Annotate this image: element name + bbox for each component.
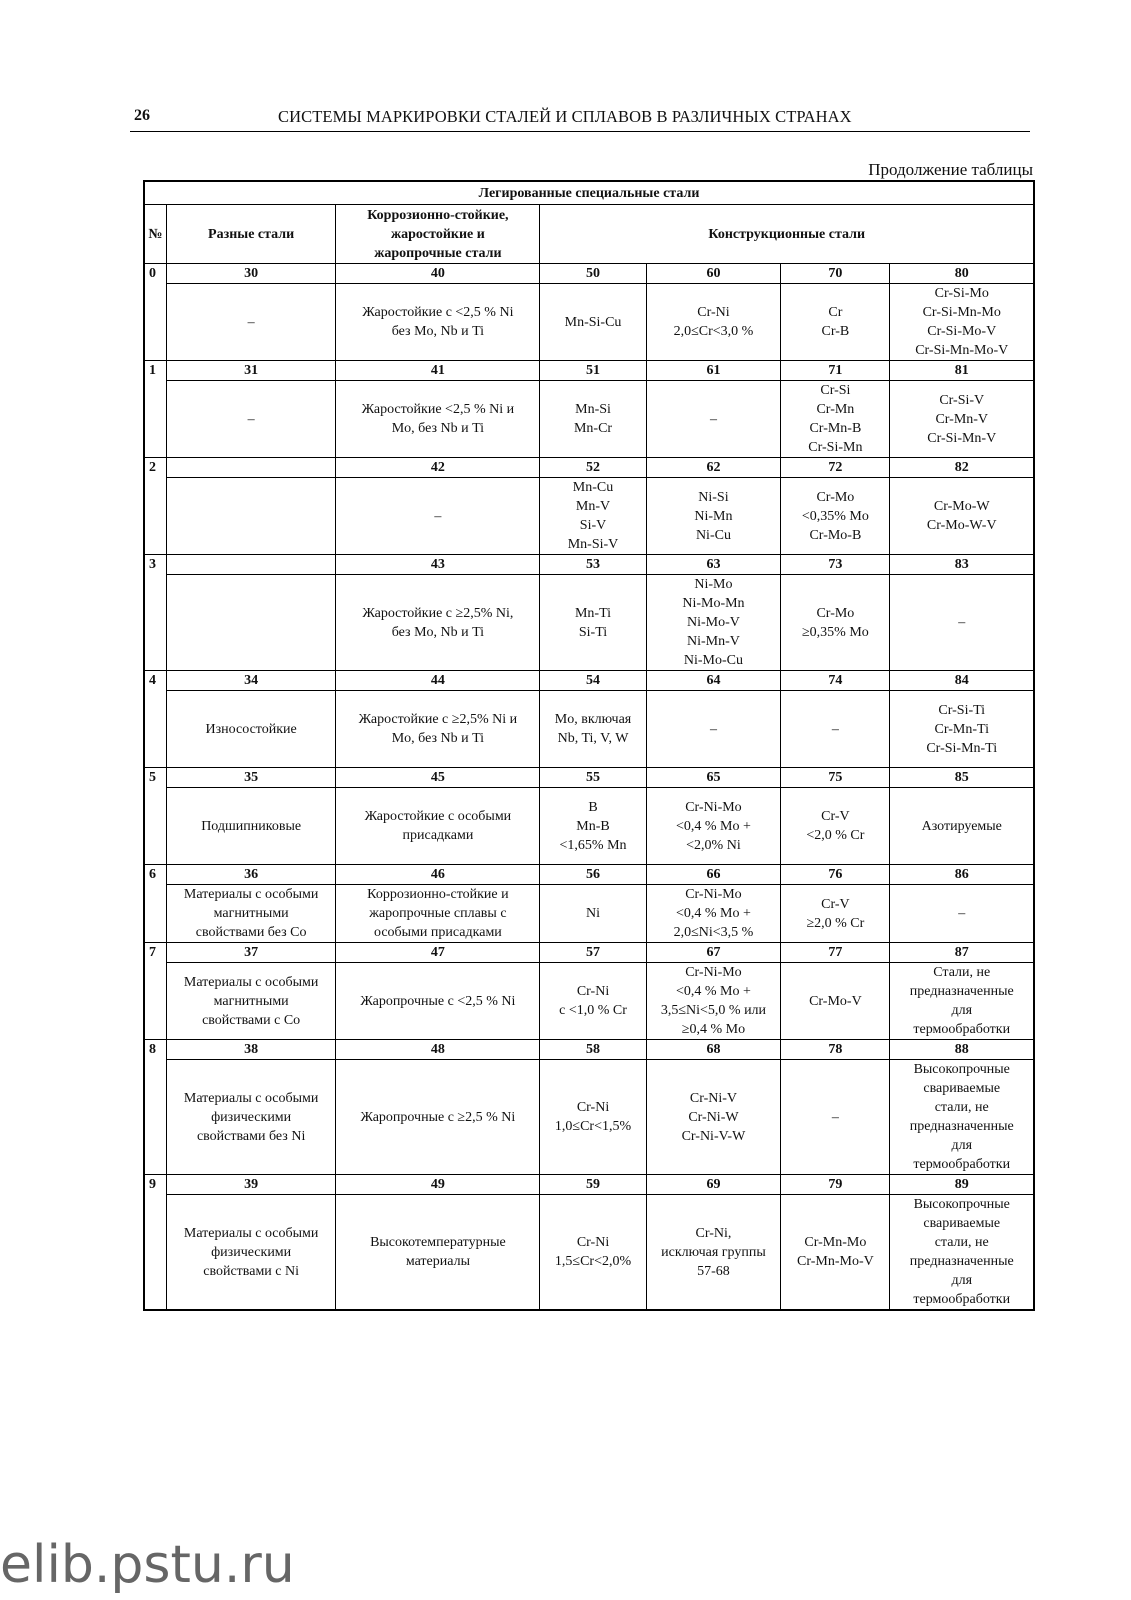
group-description-row: [144, 963, 1034, 1040]
group-code-cell: 36: [166, 865, 335, 885]
group-description-cell: Mn-Cu Mn-V Si-V Mn-Si-V: [540, 478, 646, 555]
group-description-cell: Cr-V <2,0 % Cr: [781, 788, 890, 865]
group-code-cell: 58: [540, 1040, 646, 1060]
group-code-cell: 59: [540, 1175, 646, 1195]
group-code-row: [144, 865, 1034, 885]
header-corrosion-steels: Коррозионно-стойкие, жаростойкие и жаропрочные стали: [336, 205, 540, 264]
header-structural-steels: Конструкционные стали: [540, 205, 1034, 264]
group-code-cell: 70: [781, 264, 890, 284]
group-code-cell: 75: [781, 768, 890, 788]
group-description-cell: Cr-Ni 1,5≤Cr<2,0%: [540, 1195, 646, 1311]
group-code-cell: 89: [890, 1175, 1034, 1195]
group-description-cell: –: [890, 885, 1034, 943]
group-code-cell: 54: [540, 671, 646, 691]
table-title: Легированные специальные стали: [144, 181, 1034, 205]
header-misc-steels: Разные стали: [166, 205, 335, 264]
group-code-cell: 44: [336, 671, 540, 691]
group-description-cell: Материалы с особыми физическими свойствами с Ni: [166, 1195, 335, 1311]
group-description-cell: Cr-Mn-Mo Cr-Mn-Mo-V: [781, 1195, 890, 1311]
group-code-cell: 34: [166, 671, 335, 691]
group-description-cell: Ni-Si Ni-Mn Ni-Cu: [646, 478, 781, 555]
group-description-cell: Жаростойкие с ≥2,5% Ni, без Mo, Nb и Ti: [336, 575, 540, 671]
group-code-cell: 51: [540, 361, 646, 381]
group-number: 6: [144, 865, 166, 943]
group-description-cell: Ni: [540, 885, 646, 943]
group-code-cell: 38: [166, 1040, 335, 1060]
group-description-cell: Жаропрочные с ≥2,5 % Ni: [336, 1060, 540, 1175]
group-number: 8: [144, 1040, 166, 1175]
group-code-cell: 80: [890, 264, 1034, 284]
group-description-cell: Азотируемые: [890, 788, 1034, 865]
group-code-cell: 47: [336, 943, 540, 963]
group-description-cell: Cr-Ni с <1,0 % Cr: [540, 963, 646, 1040]
group-description-cell: Высокопрочные свариваемые стали, не предназначенные для термообработки: [890, 1060, 1034, 1175]
table-body: [144, 264, 1034, 1311]
group-code-cell: 77: [781, 943, 890, 963]
group-code-cell: 60: [646, 264, 781, 284]
group-code-cell: 46: [336, 865, 540, 885]
group-description-cell: –: [781, 691, 890, 768]
group-description-cell: Cr-Si-V Cr-Mn-V Cr-Si-Mn-V: [890, 381, 1034, 458]
group-code-cell: 83: [890, 555, 1034, 575]
group-code-row: [144, 768, 1034, 788]
group-code-cell: [166, 555, 335, 575]
group-description-cell: Износостойкие: [166, 691, 335, 768]
group-code-cell: 52: [540, 458, 646, 478]
group-description-cell: Cr-Ni-Mo <0,4 % Mo + <2,0% Ni: [646, 788, 781, 865]
group-code-cell: 43: [336, 555, 540, 575]
group-code-cell: 82: [890, 458, 1034, 478]
group-code-cell: 67: [646, 943, 781, 963]
group-description-row: [144, 691, 1034, 768]
group-description-cell: Mn-Si-Cu: [540, 284, 646, 361]
group-code-cell: [166, 458, 335, 478]
group-description-cell: Mo, включая Nb, Ti, V, W: [540, 691, 646, 768]
group-code-cell: 31: [166, 361, 335, 381]
page-number: 26: [134, 107, 150, 124]
group-code-row: [144, 671, 1034, 691]
group-description-cell: Cr-Mo-W Cr-Mo-W-V: [890, 478, 1034, 555]
group-description-cell: Коррозионно-стойкие и жаропрочные сплавы с особыми присадками: [336, 885, 540, 943]
table-title-row: [144, 181, 1034, 205]
group-code-row: [144, 458, 1034, 478]
group-code-cell: 37: [166, 943, 335, 963]
header-no: №: [144, 205, 166, 264]
watermark: elib.pstu.ru: [0, 1535, 295, 1595]
group-code-cell: 88: [890, 1040, 1034, 1060]
group-description-cell: Материалы с особыми магнитными свойствами без Co: [166, 885, 335, 943]
group-code-cell: 57: [540, 943, 646, 963]
group-description-cell: Жаростойкие <2,5 % Ni и Mo, без Nb и Ti: [336, 381, 540, 458]
group-code-cell: 85: [890, 768, 1034, 788]
group-number: 2: [144, 458, 166, 555]
group-code-cell: 72: [781, 458, 890, 478]
group-code-cell: 68: [646, 1040, 781, 1060]
group-description-cell: [166, 478, 335, 555]
steel-grades-table: [143, 180, 1035, 1311]
group-description-cell: Подшипниковые: [166, 788, 335, 865]
group-description-cell: Cr-Ni 1,0≤Cr<1,5%: [540, 1060, 646, 1175]
group-number: 0: [144, 264, 166, 361]
group-description-cell: Cr-Mo ≥0,35% Mo: [781, 575, 890, 671]
group-code-row: [144, 361, 1034, 381]
group-code-cell: 86: [890, 865, 1034, 885]
group-number: 7: [144, 943, 166, 1040]
group-description-row: [144, 381, 1034, 458]
page-header: [130, 103, 1030, 132]
group-code-cell: 39: [166, 1175, 335, 1195]
group-code-cell: 65: [646, 768, 781, 788]
group-description-cell: Cr-Si-Mo Cr-Si-Mn-Mo Cr-Si-Mo-V Cr-Si-Mn-Mo-V: [890, 284, 1034, 361]
group-description-row: [144, 478, 1034, 555]
group-code-cell: 48: [336, 1040, 540, 1060]
group-code-cell: 35: [166, 768, 335, 788]
group-description-cell: Cr-Si Cr-Mn Cr-Mn-B Cr-Si-Mn: [781, 381, 890, 458]
group-description-cell: –: [646, 691, 781, 768]
group-number: 3: [144, 555, 166, 671]
group-code-cell: 40: [336, 264, 540, 284]
group-code-row: [144, 264, 1034, 284]
group-code-cell: 45: [336, 768, 540, 788]
group-code-cell: 50: [540, 264, 646, 284]
group-code-cell: 74: [781, 671, 890, 691]
group-description-cell: –: [166, 381, 335, 458]
group-code-cell: 41: [336, 361, 540, 381]
group-code-cell: 49: [336, 1175, 540, 1195]
group-code-row: [144, 943, 1034, 963]
group-code-cell: 69: [646, 1175, 781, 1195]
group-number: 9: [144, 1175, 166, 1311]
group-description-cell: Cr-Mo <0,35% Mo Cr-Mo-B: [781, 478, 890, 555]
group-description-row: [144, 1060, 1034, 1175]
group-description-cell: Жаростойкие с <2,5 % Ni без Mo, Nb и Ti: [336, 284, 540, 361]
group-code-cell: 61: [646, 361, 781, 381]
group-code-cell: 78: [781, 1040, 890, 1060]
group-description-cell: Cr-Ni-V Cr-Ni-W Cr-Ni-V-W: [646, 1060, 781, 1175]
group-description-row: [144, 1195, 1034, 1311]
group-description-cell: Cr-Ni-Mo <0,4 % Mo + 2,0≤Ni<3,5 %: [646, 885, 781, 943]
group-code-cell: 55: [540, 768, 646, 788]
group-code-cell: 30: [166, 264, 335, 284]
group-code-cell: 63: [646, 555, 781, 575]
group-description-cell: Жаростойкие с особыми присадками: [336, 788, 540, 865]
group-code-cell: 76: [781, 865, 890, 885]
group-description-cell: Cr-Si-Ti Cr-Mn-Ti Cr-Si-Mn-Ti: [890, 691, 1034, 768]
group-description-cell: Cr-Ni 2,0≤Cr<3,0 %: [646, 284, 781, 361]
group-description-cell: –: [336, 478, 540, 555]
group-description-cell: Cr-Mo-V: [781, 963, 890, 1040]
group-description-row: [144, 788, 1034, 865]
group-code-cell: 84: [890, 671, 1034, 691]
group-description-cell: Материалы с особыми магнитными свойствами с Co: [166, 963, 335, 1040]
group-description-row: [144, 575, 1034, 671]
group-code-row: [144, 1175, 1034, 1195]
group-number: 4: [144, 671, 166, 768]
group-description-cell: –: [781, 1060, 890, 1175]
group-description-cell: Mn-Ti Si-Ti: [540, 575, 646, 671]
group-description-cell: B Mn-B <1,65% Mn: [540, 788, 646, 865]
group-description-cell: Ni-Mo Ni-Mo-Mn Ni-Mo-V Ni-Mn-V Ni-Mo-Cu: [646, 575, 781, 671]
group-code-row: [144, 555, 1034, 575]
group-description-cell: –: [890, 575, 1034, 671]
group-code-cell: 73: [781, 555, 890, 575]
group-code-cell: 79: [781, 1175, 890, 1195]
group-description-cell: Стали, не предназначенные для термообработки: [890, 963, 1034, 1040]
group-description-row: [144, 885, 1034, 943]
group-description-cell: Cr Cr-B: [781, 284, 890, 361]
group-code-cell: 42: [336, 458, 540, 478]
group-description-cell: Cr-Ni-Mo <0,4 % Mo + 3,5≤Ni<5,0 % или ≥0,4 % Mo: [646, 963, 781, 1040]
group-code-cell: 64: [646, 671, 781, 691]
group-number: 1: [144, 361, 166, 458]
table-header-row: [144, 205, 1034, 264]
group-description-cell: Cr-V ≥2,0 % Cr: [781, 885, 890, 943]
group-description-cell: –: [166, 284, 335, 361]
group-description-cell: Mn-Si Mn-Cr: [540, 381, 646, 458]
group-description-cell: [166, 575, 335, 671]
group-description-cell: Cr-Ni, исключая группы 57-68: [646, 1195, 781, 1311]
running-title: СИСТЕМЫ МАРКИРОВКИ СТАЛЕЙ И СПЛАВОВ В РАЗЛИЧНЫХ СТРАНАХ: [278, 107, 852, 126]
group-description-cell: Материалы с особыми физическими свойствами без Ni: [166, 1060, 335, 1175]
group-code-cell: 87: [890, 943, 1034, 963]
table-continuation-label: Продолжение таблицы: [868, 160, 1033, 179]
group-description-cell: Жаропрочные с <2,5 % Ni: [336, 963, 540, 1040]
group-description-cell: Жаростойкие с ≥2,5% Ni и Mo, без Nb и Ti: [336, 691, 540, 768]
group-code-cell: 71: [781, 361, 890, 381]
group-number: 5: [144, 768, 166, 865]
group-code-cell: 53: [540, 555, 646, 575]
group-code-cell: 81: [890, 361, 1034, 381]
group-code-cell: 56: [540, 865, 646, 885]
group-code-cell: 66: [646, 865, 781, 885]
group-description-cell: –: [646, 381, 781, 458]
group-code-row: [144, 1040, 1034, 1060]
group-description-cell: Высокопрочные свариваемые стали, не предназначенные для термообработки: [890, 1195, 1034, 1311]
group-code-cell: 62: [646, 458, 781, 478]
group-description-cell: Высокотемпературные материалы: [336, 1195, 540, 1311]
group-description-row: [144, 284, 1034, 361]
